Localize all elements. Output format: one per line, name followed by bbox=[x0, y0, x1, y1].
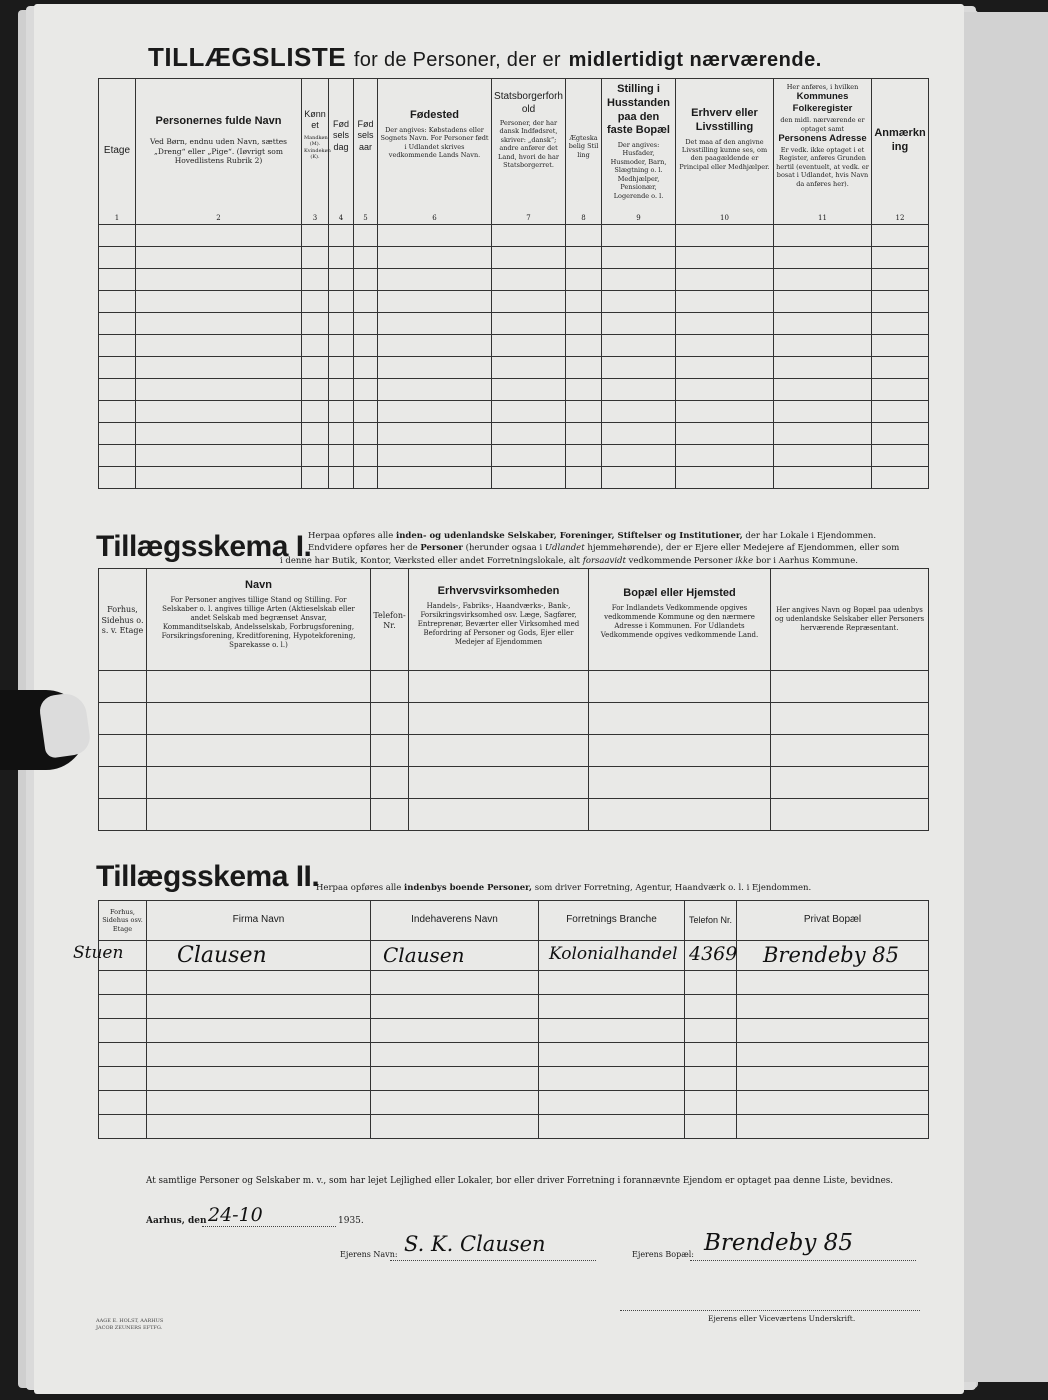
skema1-col-navn-title: Navn bbox=[245, 579, 272, 591]
list-title bbox=[148, 42, 822, 73]
skema2-col-branche-label: Forretnings Branche bbox=[566, 914, 657, 926]
skema1-col-etage bbox=[99, 569, 147, 671]
skema1-col-telefon-label: Telefon-Nr. bbox=[373, 610, 406, 630]
signature-caption: Ejerens eller Viceværtens Underskrift. bbox=[708, 1314, 856, 1323]
desc-text: Herpaa opføres alle bbox=[308, 531, 394, 541]
col-foedselsdag-title: Fødselsdag bbox=[332, 119, 349, 152]
col-etage bbox=[99, 79, 136, 225]
table-row bbox=[99, 941, 929, 971]
skema2-col-telefon-label: Telefon Nr. bbox=[688, 914, 733, 925]
table-row bbox=[99, 799, 929, 831]
desc-text: Herpaa opføres alle bbox=[316, 883, 402, 893]
col-statsborger bbox=[492, 79, 566, 225]
desc-bold: Personer bbox=[420, 543, 463, 554]
handwritten-indehaver: Clausen bbox=[383, 943, 465, 967]
desc-text: (herunder ogsaa i bbox=[465, 543, 543, 554]
skema1-col-bopael-title: Bopæl eller Hjemsted bbox=[623, 587, 736, 599]
desc-italic: forsaavidt bbox=[582, 555, 626, 566]
col-num: 3 bbox=[312, 214, 318, 222]
skema1-table bbox=[98, 568, 929, 831]
col-folkeregister-note: Er vedk. ikke optaget i et Register, anføres Grunden hertil (eventuelt, at vedk. er bosat i Udlandet, hvis Navn da anføres her). bbox=[776, 145, 869, 188]
printer-imprint bbox=[96, 1318, 163, 1331]
col-anmaerkning-title: Anmærkning bbox=[874, 127, 926, 153]
handwritten-branche: Kolonialhandel bbox=[549, 944, 678, 964]
skema1-col-repraesentant-note: Her angives Navn og Bopæl paa udenbys og udenlandske Selskaber eller Personers herværende Repræsentant. bbox=[774, 606, 925, 633]
table-row bbox=[99, 357, 929, 379]
col-num: 2 bbox=[216, 214, 221, 222]
table-row bbox=[99, 767, 929, 799]
skema2-cell-bopael bbox=[737, 941, 929, 971]
skema1-col-repraesentant bbox=[771, 569, 929, 671]
table-row bbox=[99, 313, 929, 335]
col-folkeregister-title: Kommunes Folkeregister bbox=[792, 91, 853, 115]
desc-text: der har Lokale i Ejendommen. bbox=[745, 531, 877, 541]
table-row bbox=[99, 971, 929, 995]
table-row bbox=[99, 269, 929, 291]
printer-line: JACOB ZEUNERS EFTFG. bbox=[96, 1324, 163, 1331]
table-row bbox=[99, 1115, 929, 1139]
desc-bold: inden- og udenlandske Selskaber, Foreninger, Stiftelser og Institutioner, bbox=[396, 531, 743, 541]
table-row bbox=[99, 225, 929, 247]
skema2-cell-branche bbox=[539, 941, 685, 971]
skema1-col-telefon bbox=[371, 569, 409, 671]
table-row bbox=[99, 247, 929, 269]
col-folkeregister-title2: Personens Adresse bbox=[778, 133, 867, 145]
skema2-cell-etage bbox=[73, 941, 147, 971]
col-stilling-note: Der angives: Husfader, Husmoder, Barn, Slægtning o. l. Medhjælper, Pensionær, Logerende o. l. bbox=[610, 141, 667, 200]
col-stilling-title: Stilling i Husstanden paa den faste Bopæl bbox=[607, 83, 670, 137]
desc-italic: ikke bbox=[735, 555, 754, 566]
list-title-rest: for de Personer, der er bbox=[353, 49, 561, 71]
col-num: 10 bbox=[720, 214, 729, 222]
facing-page-edge bbox=[964, 12, 1048, 1382]
desc-text: vedkommende Personer bbox=[628, 555, 733, 566]
col-num: 1 bbox=[114, 214, 120, 222]
skema2-col-etage bbox=[99, 901, 147, 941]
handwritten-bopael: Brendeby 85 bbox=[763, 943, 899, 967]
table-row bbox=[99, 1067, 929, 1091]
table-row bbox=[99, 379, 929, 401]
table-row bbox=[99, 291, 929, 313]
skema2-col-bopael-label: Privat Bopæl bbox=[803, 914, 862, 926]
date-place: Aarhus, den bbox=[146, 1216, 207, 1226]
owner-name-dotted-line bbox=[390, 1260, 596, 1261]
col-foedested-title: Fødested bbox=[410, 109, 459, 121]
col-num: 12 bbox=[895, 214, 905, 222]
col-aegteskab bbox=[566, 79, 602, 225]
col-koen-note: Mandkøn (M). Kvindekøn (K). bbox=[304, 134, 331, 160]
col-name bbox=[136, 79, 302, 225]
skema1-col-navn-note: For Personer angives tillige Stand og Stilling. For Selskaber o. l. angives tillige Arten (Aktieselskab eller andet Selskab med begrænset Ansvar, Kommanditselskab, Andelsselskab, Forbrugsforening, Forsikringsforening, Kreditforening, Hypotekforening, Sparekasse o. l.) bbox=[161, 595, 356, 650]
skema2-description bbox=[316, 882, 811, 894]
table-row bbox=[99, 703, 929, 735]
skema1-col-etage-label: Forhus, Sidehus o. s. v. Etage bbox=[101, 605, 144, 636]
table-row bbox=[99, 1091, 929, 1115]
list-title-bold: midlertidigt nærværende. bbox=[568, 49, 822, 71]
desc-bold: indenbys boende Personer, bbox=[404, 883, 533, 893]
owner-address-dotted-line bbox=[690, 1260, 916, 1261]
signature-dotted-line bbox=[620, 1310, 920, 1311]
date-year: 1935. bbox=[338, 1216, 364, 1226]
skema1-header-row bbox=[99, 569, 929, 671]
col-name-title: Personernes fulde Navn bbox=[155, 115, 282, 127]
skema2-col-etage-label: Forhus, Sidehus osv. Etage bbox=[102, 907, 143, 933]
col-erhverv-title: Erhverv eller Livsstilling bbox=[691, 107, 758, 133]
skema1-col-bopael-note: For Indlandets Vedkommende opgives vedkommende Kommune og den nærmere Adresse i Kommunen. For Udlandets Vedkommende opgives vedkommende Land. bbox=[600, 603, 759, 640]
col-num: 11 bbox=[818, 214, 827, 222]
skema1-col-erhverv-note: Handels-, Fabriks-, Haandværks-, Bank-, Forsikringsvirksomhed osv. Læge, Sagfører, Entreprenør, Beværter eller Virksomhed med Befordring af Personer og Gods, Ejer eller Medejer af Ejendommen bbox=[417, 601, 580, 647]
col-foedested-note: Der angives: Købstadens eller Sognets Navn. For Personer født i Udlandet skrives vedkommende Lands Navn. bbox=[380, 125, 489, 160]
date-dotted-line bbox=[202, 1226, 336, 1227]
col-koen-title: Kønnet bbox=[304, 109, 326, 131]
table-row bbox=[99, 1019, 929, 1043]
skema1-desc-line2 bbox=[308, 542, 899, 554]
table-row bbox=[99, 445, 929, 467]
skema1-col-erhverv bbox=[409, 569, 589, 671]
col-num: 5 bbox=[363, 214, 368, 222]
tillaegsliste-table bbox=[98, 78, 929, 489]
skema1-title: Tillægsskema I. bbox=[96, 530, 312, 563]
handwritten-firma: Clausen bbox=[177, 943, 267, 968]
skema1-col-bopael bbox=[589, 569, 771, 671]
skema2-col-firma-label: Firma Navn bbox=[232, 914, 285, 926]
skema2-col-telefon bbox=[685, 901, 737, 941]
handwritten-telefon: 4369 bbox=[689, 943, 738, 965]
skema2-col-indehaver bbox=[371, 901, 539, 941]
col-foedselsaar bbox=[354, 79, 378, 225]
handwritten-date: 24-10 bbox=[208, 1204, 263, 1226]
col-num: 7 bbox=[526, 214, 531, 222]
skema2-col-bopael bbox=[737, 901, 929, 941]
col-folkeregister-pre: Her anføres, i hvilken bbox=[786, 83, 859, 91]
col-name-note: Ved Børn, endnu uden Navn, sættes „Dreng“ eller „Pige“. (Iøvrigt som Hovedlistens Rubrik 2) bbox=[149, 136, 288, 166]
col-num: 6 bbox=[432, 214, 437, 222]
date-line bbox=[146, 1216, 207, 1226]
owner-name-label: Ejerens Navn: bbox=[340, 1250, 398, 1259]
col-anmaerkning bbox=[872, 79, 929, 225]
list-title-main: TILLÆGSLISTE bbox=[148, 42, 347, 72]
handwritten-owner-name: S. K. Clausen bbox=[404, 1232, 546, 1256]
col-statsborger-note: Personer, der har dansk Indfødsret, skriver: „dansk“; andre anfører det Land, hvori de har Statsborgerret. bbox=[498, 119, 559, 170]
col-folkeregister bbox=[774, 79, 872, 225]
skema1-description bbox=[280, 530, 900, 567]
skema2-cell-indehaver bbox=[371, 941, 539, 971]
skema2-header-row bbox=[99, 901, 929, 941]
table-row bbox=[99, 995, 929, 1019]
skema2-title: Tillægsskema II. bbox=[96, 860, 320, 893]
desc-italic: Udlandet bbox=[544, 543, 585, 554]
col-erhverv-note: Det maa af den angivne Livsstilling kunne ses, om den paagældende er Principal eller Medhjælper. bbox=[679, 137, 770, 171]
col-foedested bbox=[378, 79, 492, 225]
skema1-col-erhverv-title: Erhvervsvirksomheden bbox=[437, 585, 560, 597]
table-row bbox=[99, 401, 929, 423]
col-foedselsdag bbox=[329, 79, 354, 225]
table-row bbox=[99, 671, 929, 703]
skema2-col-branche bbox=[539, 901, 685, 941]
col-foedselsaar-title: Fødselsaar bbox=[357, 119, 374, 152]
desc-text: bor i Aarhus Kommune. bbox=[755, 555, 858, 566]
desc-text: som driver Forretning, Agentur, Haandværk o. l. i Ejendommen. bbox=[534, 883, 812, 893]
handwritten-owner-address: Brendeby 85 bbox=[704, 1230, 853, 1256]
attestation-statement: At samtlige Personer og Selskaber m. v., som har lejet Lejlighed eller Lokaler, bor eller driver Forretning i forannævnte Ejendom er optaget paa denne Liste, bevidnes. bbox=[146, 1176, 894, 1186]
table-row bbox=[99, 467, 929, 489]
col-erhverv bbox=[676, 79, 774, 225]
col-num: 4 bbox=[338, 214, 344, 222]
col-koen bbox=[302, 79, 329, 225]
printer-line: AAGE E. HOLST, AARHUS bbox=[96, 1318, 164, 1324]
skema1-desc-line1 bbox=[308, 530, 899, 542]
col-statsborger-title: Statsborgerforhold bbox=[494, 91, 563, 115]
col-num: 8 bbox=[581, 214, 586, 222]
skema2-table bbox=[73, 900, 929, 1139]
table-row bbox=[99, 423, 929, 445]
desc-text: i denne har Butik, Kontor, Værksted eller andet Forretningslokale, alt bbox=[280, 555, 580, 566]
col-stilling bbox=[602, 79, 676, 225]
skema2-col-firma bbox=[147, 901, 371, 941]
skema2-cell-firma bbox=[147, 941, 371, 971]
col-etage-title: Etage bbox=[103, 145, 131, 157]
table-row bbox=[99, 735, 929, 767]
desc-text: hjemmehørende), der er Ejere eller Medejere af Ejendommen, eller som bbox=[587, 543, 900, 554]
list-header-row bbox=[99, 79, 929, 225]
skema1-desc-line3 bbox=[280, 555, 899, 567]
table-row bbox=[99, 335, 929, 357]
col-folkeregister-mid: den midl. nærværende er optaget samt bbox=[780, 116, 865, 133]
col-num: 9 bbox=[636, 214, 641, 222]
desc-text: Endvidere opføres her de bbox=[308, 543, 418, 554]
skema1-col-navn bbox=[147, 569, 371, 671]
table-row bbox=[99, 1043, 929, 1067]
col-aegteskab-note: Ægteskabelig Stilling bbox=[568, 134, 599, 159]
skema2-cell-telefon bbox=[685, 941, 737, 971]
skema2-col-indehaver-label: Indehaverens Navn bbox=[411, 914, 498, 926]
handwritten-etage: Stuen bbox=[73, 943, 124, 963]
owner-address-label: Ejerens Bopæl: bbox=[632, 1250, 695, 1259]
